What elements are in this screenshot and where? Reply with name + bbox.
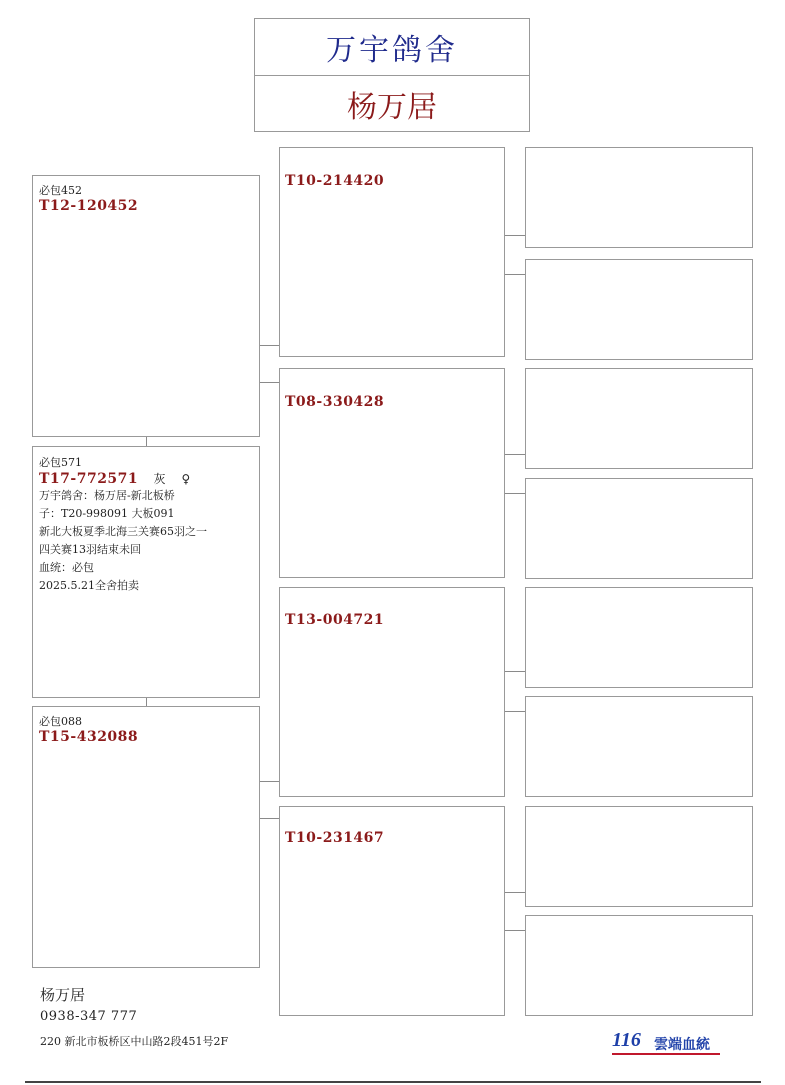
subject-info-line: 血统：必包 (39, 561, 94, 574)
logo-underline (612, 1053, 720, 1055)
great-grandparent-card[interactable] (525, 915, 753, 1016)
title-block (254, 18, 530, 132)
dam-nickname: 必包088 (39, 715, 82, 728)
footer-owner-name: 杨万居 (40, 986, 86, 1004)
loft-name: 万宇鸽舍 (255, 19, 529, 76)
great-grandparent-card[interactable] (525, 478, 753, 579)
dam-card[interactable] (32, 706, 260, 968)
subject-sex-icon: ♀ (181, 472, 191, 486)
logo-number: 116 (612, 1029, 641, 1051)
connector-line (260, 781, 279, 782)
sire-ring-number: T12-120452 (39, 198, 139, 214)
connector-line (260, 818, 279, 819)
granddam-paternal-card[interactable] (279, 368, 505, 578)
footer-phone: 0938-347 777 (40, 1009, 138, 1024)
bottom-divider (25, 1081, 761, 1083)
subject-color: 灰 (153, 472, 167, 486)
logo-text: 雲端血統 (654, 1037, 710, 1053)
cloud-pedigree-logo (612, 1029, 722, 1057)
subject-ring-number: T17-772571 (39, 471, 139, 487)
owner-name: 杨万居 (347, 90, 437, 125)
connector-line (146, 698, 147, 706)
subject-info-line: 2025.5.21全舍拍卖 (39, 579, 139, 592)
connector-line (505, 930, 525, 931)
granddam-paternal-ring: T08-330428 (285, 394, 385, 410)
connector-line (505, 711, 525, 712)
connector-line (505, 235, 525, 236)
grandsire-paternal-card[interactable] (279, 147, 505, 357)
subject-card[interactable] (32, 446, 260, 698)
great-grandparent-card[interactable] (525, 587, 753, 688)
subject-info-line: 万宇鸽舍：杨万居-新北板桥 (39, 489, 175, 502)
footer-address: 220 新北市板桥区中山路2段451号2F (40, 1035, 229, 1048)
great-grandparent-card[interactable] (525, 806, 753, 907)
connector-line (146, 437, 147, 446)
connector-line (505, 454, 525, 455)
subject-info-line: 四关赛13羽结束未回 (39, 543, 141, 556)
connector-line (505, 274, 525, 275)
connector-line (505, 671, 525, 672)
subject-nickname: 必包571 (39, 456, 82, 469)
subject-ring-line (39, 470, 255, 487)
sire-nickname: 必包452 (39, 184, 82, 197)
granddam-maternal-ring: T10-231467 (285, 830, 385, 846)
subject-info-line: 子：T20-998091 大板091 (39, 507, 175, 520)
sire-card[interactable] (32, 175, 260, 437)
subject-info (39, 487, 255, 595)
connector-line (505, 493, 525, 494)
great-grandparent-card[interactable] (525, 696, 753, 797)
great-grandparent-card[interactable] (525, 147, 753, 248)
grandsire-paternal-ring: T10-214420 (285, 173, 385, 189)
great-grandparent-card[interactable] (525, 259, 753, 360)
connector-line (505, 892, 525, 893)
connector-line (260, 345, 279, 346)
connector-line (260, 382, 279, 383)
great-grandparent-card[interactable] (525, 368, 753, 469)
grandsire-maternal-card[interactable] (279, 587, 505, 797)
granddam-maternal-card[interactable] (279, 806, 505, 1016)
subject-info-line: 新北大板夏季北海三关赛65羽之一 (39, 525, 207, 538)
dam-ring-number: T15-432088 (39, 729, 139, 745)
grandsire-maternal-ring: T13-004721 (285, 612, 385, 628)
